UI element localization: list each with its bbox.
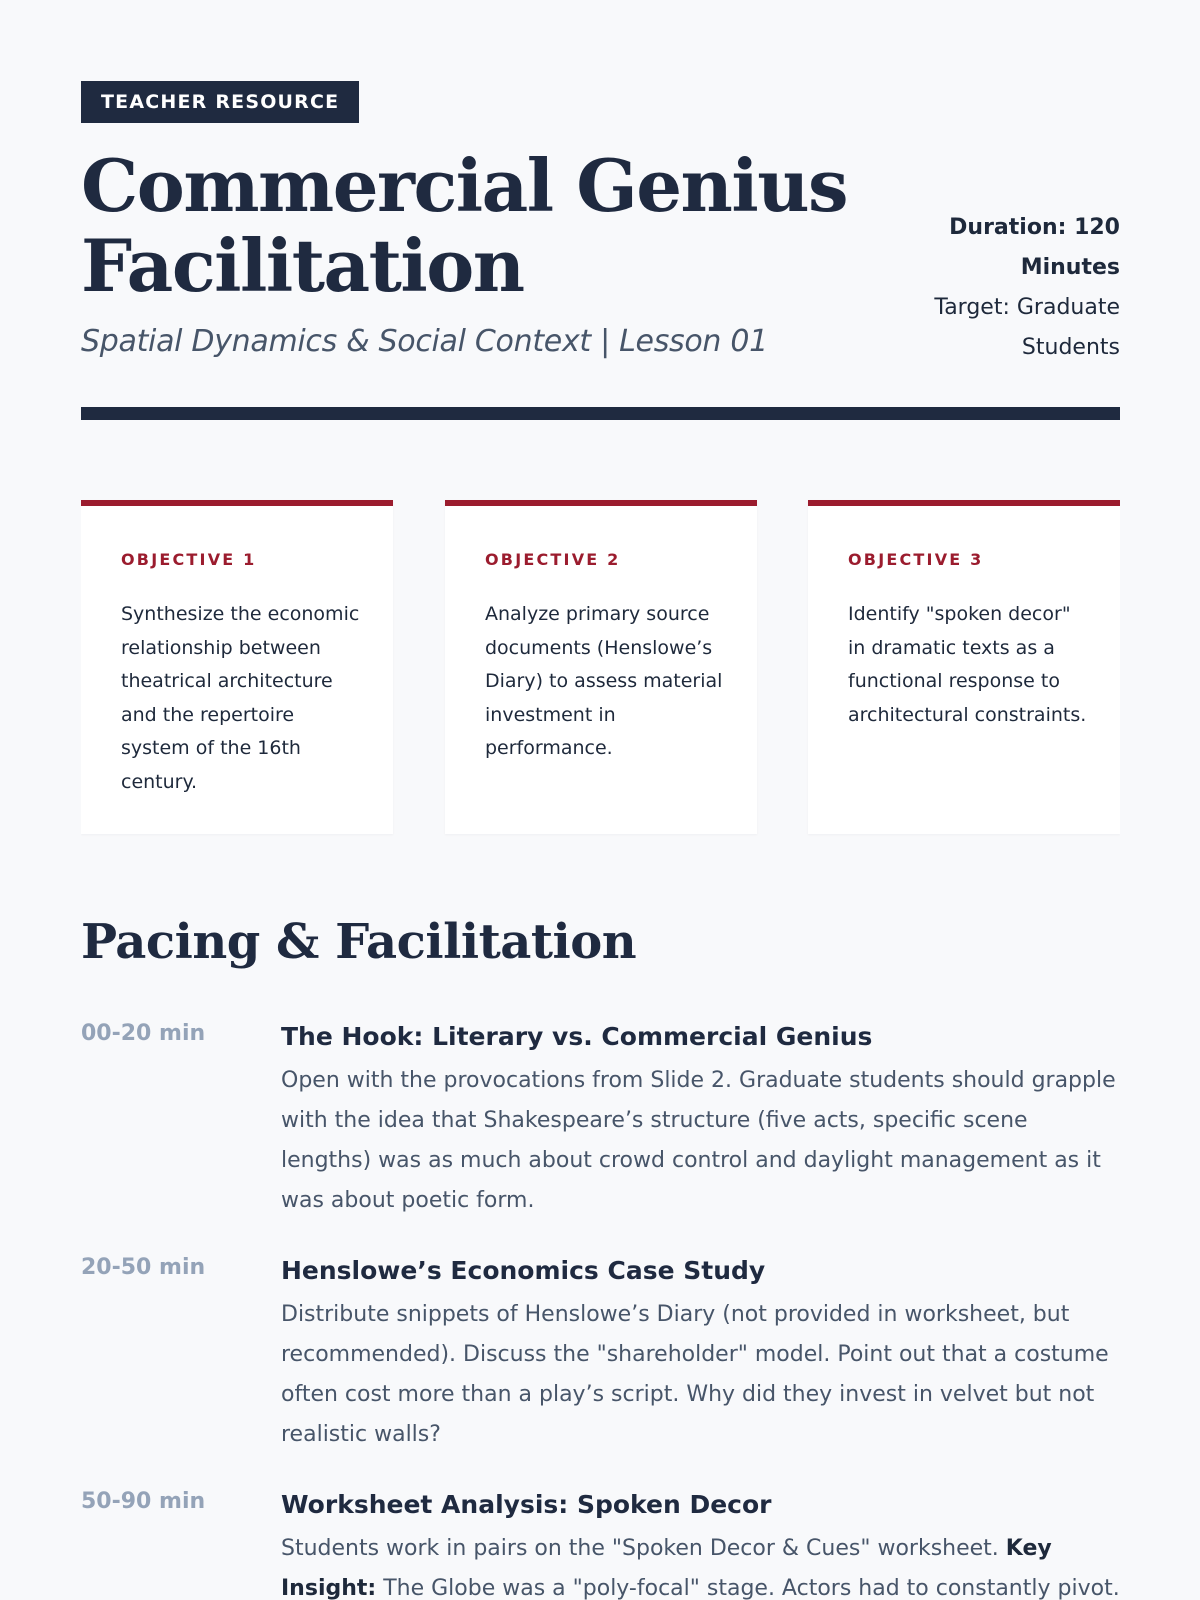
step-description: Distribute snippets of Henslowe’s Diary (not provided in worksheet, but recommended). Discuss the "shareholder" model. Point out that a costume often cost more than a play’s script. Why did they invest in velvet but not realistic walls? bbox=[281, 1302, 1109, 1447]
objective-card-1 bbox=[81, 500, 393, 834]
objectives-section bbox=[81, 500, 1120, 834]
page-title-line-1: Commercial Genius bbox=[81, 143, 848, 228]
objective-label: OBJECTIVE 3 bbox=[848, 550, 984, 569]
objective-text: Analyze primary source documents (Henslowe’s Diary) to assess material investment in performance. bbox=[485, 603, 723, 759]
step-description-text: Students work in pairs on the "Spoken Decor & Cues" worksheet. bbox=[281, 1536, 999, 1561]
step-description bbox=[281, 1529, 1120, 1600]
key-insight-text: The Globe was a "poly-focal" stage. Actors had to constantly pivot. bbox=[383, 1576, 1120, 1600]
objective-label: OBJECTIVE 2 bbox=[485, 550, 621, 569]
step-time: 20-50 min bbox=[81, 1255, 206, 1280]
header-divider bbox=[81, 407, 1120, 420]
step-title: Worksheet Analysis: Spoken Decor bbox=[281, 1490, 772, 1519]
step-time: 00-20 min bbox=[81, 1021, 206, 1046]
lesson-subtitle: Spatial Dynamics & Social Context | Lesson 01 bbox=[81, 324, 768, 359]
lesson-meta bbox=[900, 208, 1120, 368]
objective-card-3 bbox=[808, 500, 1120, 834]
target-audience-text: Target: Graduate Students bbox=[934, 295, 1120, 360]
teacher-resource-badge: TEACHER RESOURCE bbox=[81, 81, 359, 123]
duration-text: Duration: 120 Minutes bbox=[949, 215, 1120, 280]
step-title: The Hook: Literary vs. Commercial Genius bbox=[281, 1022, 873, 1051]
page-title bbox=[81, 143, 861, 308]
step-time: 50-90 min bbox=[81, 1489, 206, 1514]
pacing-heading: Pacing & Facilitation bbox=[81, 914, 637, 970]
teacher-resource-page bbox=[81, 0, 1120, 1600]
key-insight-label: Key Insight: bbox=[281, 1536, 1052, 1600]
objective-label: OBJECTIVE 1 bbox=[121, 550, 257, 569]
objective-card-2 bbox=[445, 500, 757, 834]
step-title: Henslowe’s Economics Case Study bbox=[281, 1256, 766, 1285]
step-description: Open with the provocations from Slide 2. Graduate students should grapple with the idea that Shakespeare’s structure (five acts, specific scene lengths) was as much about crowd control and daylight management as it was about poetic form. bbox=[281, 1068, 1116, 1213]
objective-text: Synthesize the economic relationship between theatrical architecture and the repertoire system of the 16th century. bbox=[121, 603, 360, 793]
page-title-line-2: Facilitation bbox=[81, 223, 524, 308]
objective-text: Identify "spoken decor" in dramatic texts as a functional response to architectural constraints. bbox=[848, 603, 1087, 726]
